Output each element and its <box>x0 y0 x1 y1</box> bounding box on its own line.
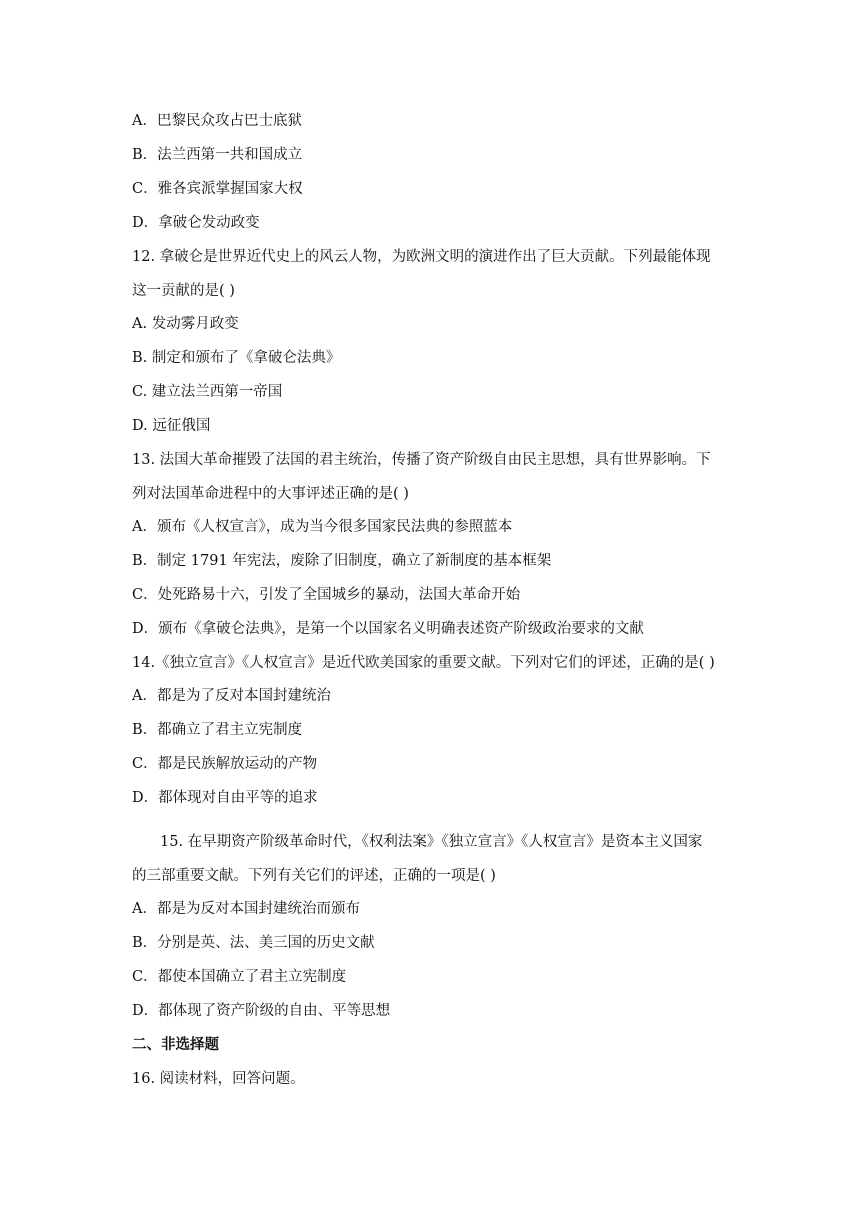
q16-stem: 16. 阅读材料，回答问题。 <box>132 1071 305 1087</box>
q13-stem-line-1: 13. 法国大革命摧毁了法国的君主统治，传播了资产阶级自由民主思想，具有世界影响。下 <box>132 452 711 468</box>
q13-stem-line-2: 列对法国革命进程中的大事评述正确的是( ) <box>132 486 409 502</box>
q11-option-c: C．雅各宾派掌握国家大权 <box>132 181 303 197</box>
q12-stem-line-1: 12. 拿破仑是世界近代史上的风云人物，为欧洲文明的演进作出了巨大贡献。下列最能体现 <box>132 249 711 265</box>
section-heading: 二、非选择题 <box>132 1036 219 1053</box>
q15-stem-line-2: 的三部重要文献。下列有关它们的评述，正确的一项是( ) <box>132 868 496 884</box>
q15-option-a: A．都是为反对本国封建统治而颁布 <box>132 901 360 917</box>
q15-option-b: B．分别是英、法、美三国的历史文献 <box>132 935 375 951</box>
q11-option-a: A．巴黎民众攻占巴士底狱 <box>132 113 302 129</box>
q12-option-c: C. 建立法兰西第一帝国 <box>132 384 283 400</box>
q14-stem: 14.《独立宣言》《人权宣言》是近代欧美国家的重要文献。下列对它们的评述，正确的是( ) <box>132 655 715 671</box>
q14-option-c: C．都是民族解放运动的产物 <box>132 756 318 772</box>
q12-option-b: B. 制定和颁布了《拿破仑法典》 <box>132 350 341 366</box>
q11-option-d: D．拿破仑发动政变 <box>132 215 260 231</box>
q13-option-d: D．颁布《拿破仑法典》，是第一个以国家名义明确表述资产阶级政治要求的文献 <box>132 621 644 637</box>
q15-option-c: C．都使本国确立了君主立宪制度 <box>132 969 347 985</box>
q12-stem-line-2: 这一贡献的是( ) <box>132 283 235 299</box>
q12-option-d: D. 远征俄国 <box>132 418 211 434</box>
q14-option-d: D．都体现对自由平等的追求 <box>132 790 318 806</box>
q11-option-b: B．法兰西第一共和国成立 <box>132 147 303 163</box>
q14-option-a: A．都是为了反对本国封建统治 <box>132 688 331 704</box>
q13-option-a: A．颁布《人权宣言》，成为当今很多国家民法典的参照蓝本 <box>132 519 513 535</box>
q12-option-a: A. 发动雾月政变 <box>132 316 239 332</box>
q15-stem-line-1: 15. 在早期资产阶级革命时代，《权利法案》《独立宣言》《人权宣言》是资本主义国家 <box>160 834 703 850</box>
q15-option-d: D．都体现了资产阶级的自由、平等思想 <box>132 1003 391 1019</box>
q14-option-b: B．都确立了君主立宪制度 <box>132 722 303 738</box>
q13-option-b: B．制定 1791 年宪法，废除了旧制度，确立了新制度的基本框架 <box>132 553 552 569</box>
q13-option-c: C．处死路易十六，引发了全国城乡的暴动，法国大革命开始 <box>132 587 521 603</box>
